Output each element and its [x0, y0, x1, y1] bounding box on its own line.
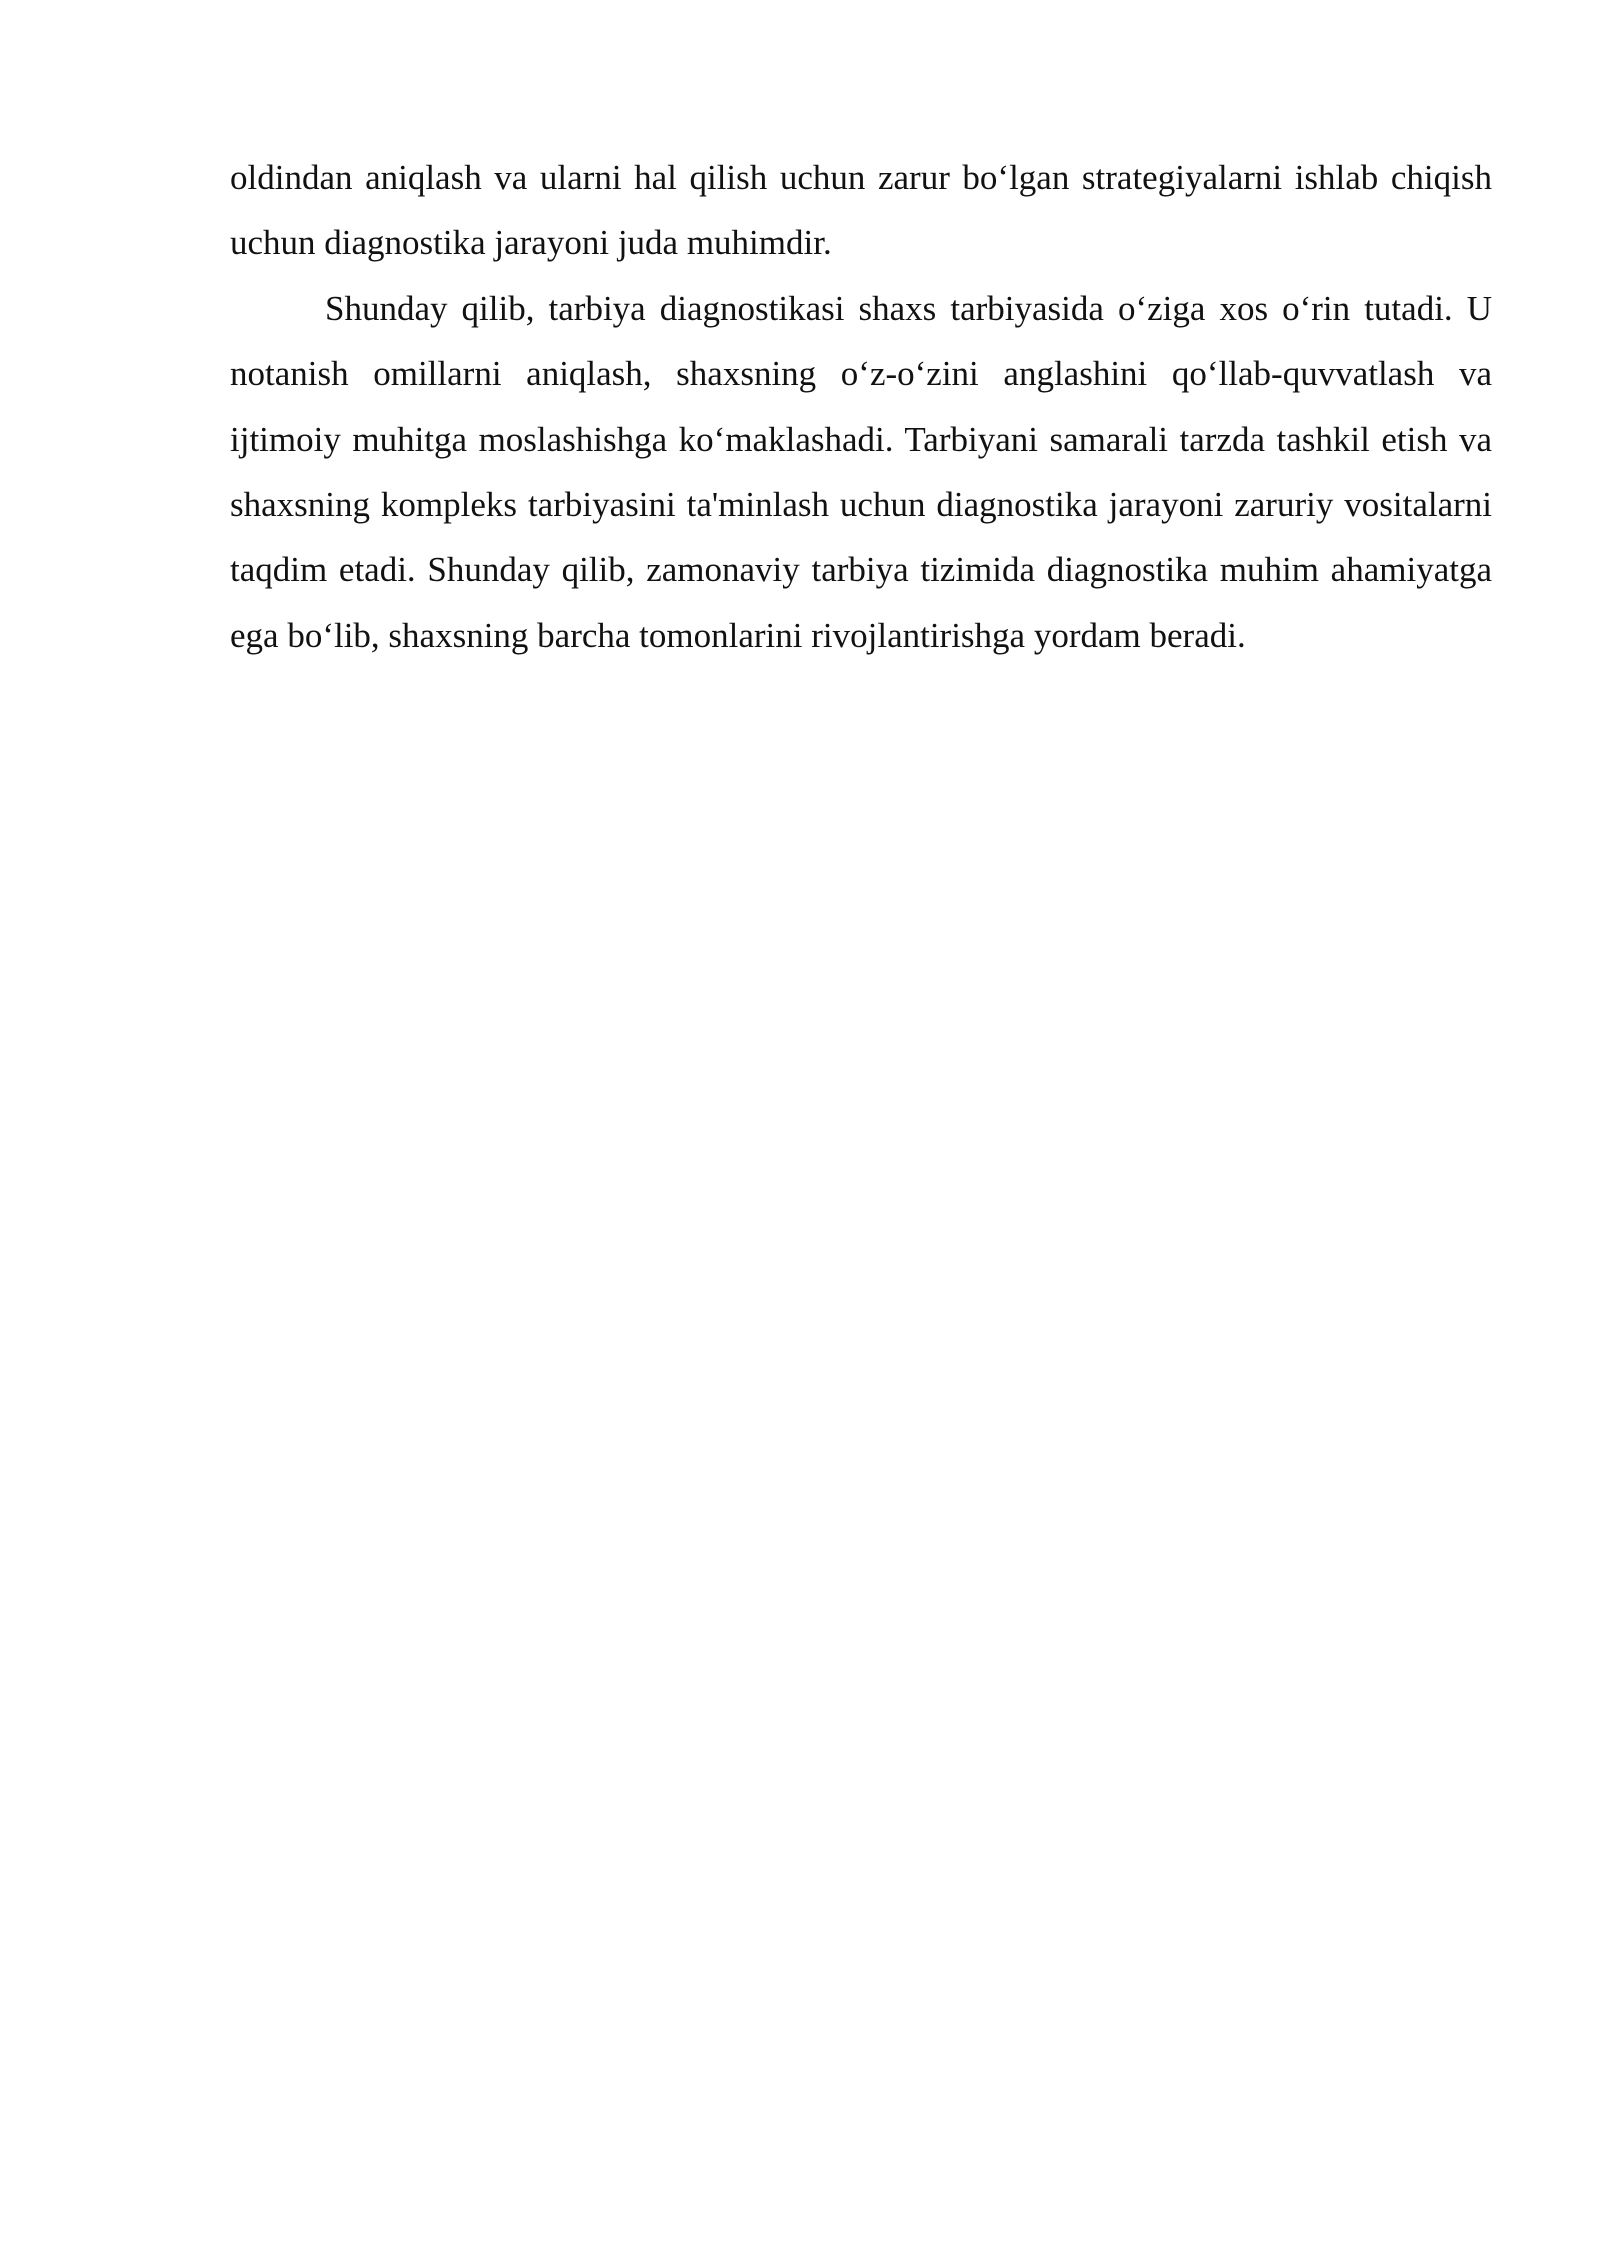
paragraph-conclusion: Shunday qilib, tarbiya diagnostikasi shaxs tarbiyasida o‘ziga xos o‘rin tutadi. U notanish omillarni aniqlash, shaxsning o‘z-o‘zini anglashini qo‘llab-quvvatlash va ijtimoiy muhitga moslashishga ko‘maklashadi. Tarbiyani samarali tarzda tashkil etish va shaxsning kompleks tarbiyasini ta'minlash uchun diagnostika jarayoni zaruriy vositalarni taqdim etadi. Shunday qilib, zamonaviy tarbiya tizimida diagnostika muhim ahamiyatga ega bo‘lib, shaxsning barcha tomonlarini rivojlantirishga yordam beradi.: [230, 288, 1492, 655]
paragraph-continuation: oldindan aniqlash va ularni hal qilish uchun zarur bo‘lgan strategiyalarni ishlab chiqish uchun diagnostika jarayoni juda muhimdir.: [230, 158, 1492, 263]
body-text: [230, 145, 1492, 668]
